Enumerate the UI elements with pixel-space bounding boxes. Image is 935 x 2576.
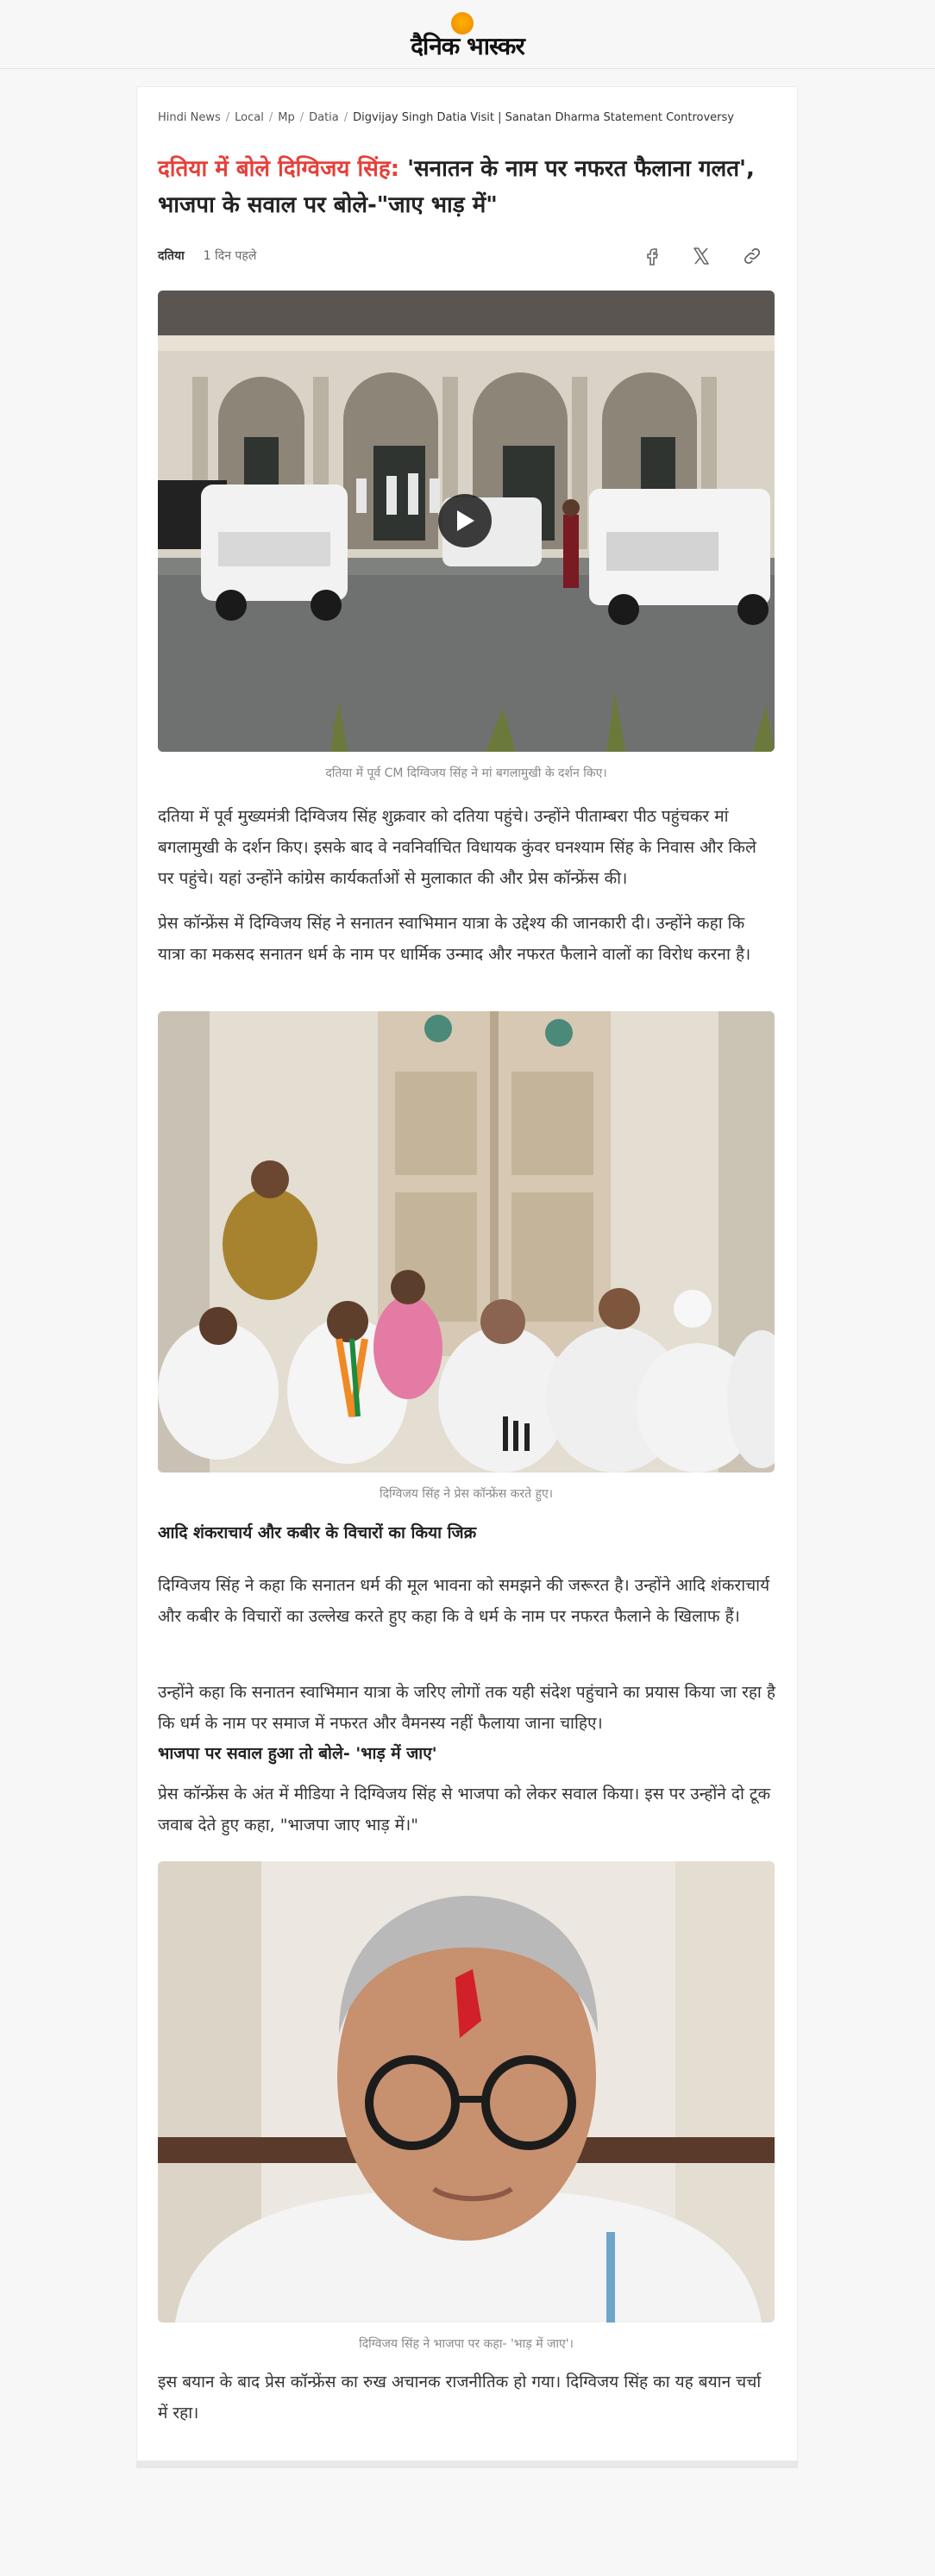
logo-text: दैनिक भास्कर bbox=[411, 32, 524, 60]
article-paragraph: इस बयान के बाद प्रेस कॉन्फ्रेंस का रुख अचानक राजनीतिक हो गया। दिग्विजय सिंह का यह बयान चर्चा में रहा। bbox=[158, 2373, 762, 2423]
breadcrumb-separator: / bbox=[343, 111, 348, 124]
breadcrumb-separator: / bbox=[268, 111, 273, 124]
site-logo[interactable] bbox=[388, 10, 547, 62]
portrait-image bbox=[158, 1861, 775, 2323]
breadcrumb-mp[interactable]: Mp bbox=[278, 111, 295, 124]
press-conference-photo bbox=[158, 1011, 775, 1472]
link-icon bbox=[742, 246, 762, 266]
article-card bbox=[136, 86, 798, 2461]
headline-text: 'सनातन के नाम पर नफरत फैलाना गलत', भाजपा के सवाल पर बोले-"जाए भाड़ में" bbox=[158, 156, 755, 218]
section-heading: आदि शंकराचार्य और कबीर के विचारों का किया जिक्र bbox=[158, 1523, 477, 1542]
breadcrumb bbox=[158, 111, 779, 128]
facebook-share-button[interactable] bbox=[637, 241, 668, 272]
headline-highlight: दतिया में बोले दिग्विजय सिंह: bbox=[158, 156, 400, 182]
facebook-icon bbox=[642, 246, 662, 266]
section-heading: भाजपा पर सवाल हुआ तो बोले- 'भाड़ में जाए' bbox=[158, 1744, 437, 1763]
video-thumbnail[interactable] bbox=[158, 291, 775, 752]
breadcrumb-local[interactable]: Local bbox=[235, 111, 264, 124]
video-play-button[interactable] bbox=[438, 494, 492, 547]
article-paragraph: उन्होंने कहा कि सनातन स्वाभिमान यात्रा के जरिए लोगों तक यही संदेश पहुंचाने का प्रयास किया जा रहा है कि धर्म के नाम पर समाज में नफरत और वैमनस्य नहीं फैलाया जाना चाहिए। bbox=[158, 1683, 775, 1733]
press-conference-image bbox=[158, 1011, 775, 1472]
breadcrumb-separator: / bbox=[299, 111, 304, 124]
play-icon bbox=[454, 509, 476, 533]
article-paragraph: दतिया में पूर्व मुख्यमंत्री दिग्विजय सिंह शुक्रवार को दतिया पहुंचे। उन्होंने पीताम्बरा पीठ पहुंचकर मां बगलामुखी के दर्शन किए। इसके बाद वे नवनिर्वाचित विधायक कुंवर घनश्याम सिंह के निवास और किले पर पहुंचे। यहां उन्होंने कांग्रेस कार्यकर्ताओं से मुलाकात की और प्रेस कॉन्फ्रेंस की। bbox=[158, 807, 756, 888]
figure1-caption: दतिया में पूर्व CM दिग्विजय सिंह ने मां बगलामुखी के दर्शन किए। bbox=[325, 766, 607, 780]
x-share-button[interactable] bbox=[686, 241, 717, 272]
article-paragraph: दिग्विजय सिंह ने कहा कि सनातन धर्म की मूल भावना को समझने की जरूरत है। उन्होंने आदि शंकराचार्य और कबीर के विचारों का उल्लेख करते हुए कहा कि वे धर्म के नाम पर नफरत फैलाने के खिलाफ हैं। bbox=[158, 1576, 770, 1626]
article-time: 1 दिन पहले bbox=[203, 249, 257, 263]
breadcrumb-hindi-news[interactable]: Hindi News bbox=[158, 111, 221, 124]
figure3-caption: दिग्विजय सिंह ने भाजपा पर कहा- 'भाड़ में जाए'। bbox=[359, 2337, 574, 2351]
article-headline bbox=[158, 151, 762, 223]
digvijay-singh-photo bbox=[158, 1861, 775, 2323]
breadcrumb-separator: / bbox=[225, 111, 230, 124]
article-paragraph: प्रेस कॉन्फ्रेंस के अंत में मीडिया ने दिग्विजय सिंह से भाजपा को लेकर सवाल किया। इस पर उन्होंने दो टूक जवाब देते हुए कहा, "भाजपा जाए भाड़ में।" bbox=[158, 1785, 771, 1835]
copy-link-button[interactable] bbox=[737, 241, 768, 272]
figure2-caption: दिग्विजय सिंह ने प्रेस कॉन्फ्रेंस करते हुए। bbox=[379, 1487, 554, 1501]
breadcrumb-current: Digvijay Singh Datia Visit | Sanatan Dharma Statement Controversy bbox=[353, 111, 734, 124]
top-header bbox=[0, 0, 935, 69]
article-paragraph: प्रेस कॉन्फ्रेंस में दिग्विजय सिंह ने सनातन स्वाभिमान यात्रा के उद्देश्य की जानकारी दी। उन्होंने कहा कि यात्रा का मकसद सनातन धर्म के नाम पर धार्मिक उन्माद और नफरत फैलाने वालों का विरोध करना है। bbox=[158, 914, 751, 964]
article-location[interactable]: दतिया bbox=[158, 249, 185, 263]
breadcrumb-datia[interactable]: Datia bbox=[309, 111, 339, 124]
x-icon bbox=[691, 246, 712, 266]
